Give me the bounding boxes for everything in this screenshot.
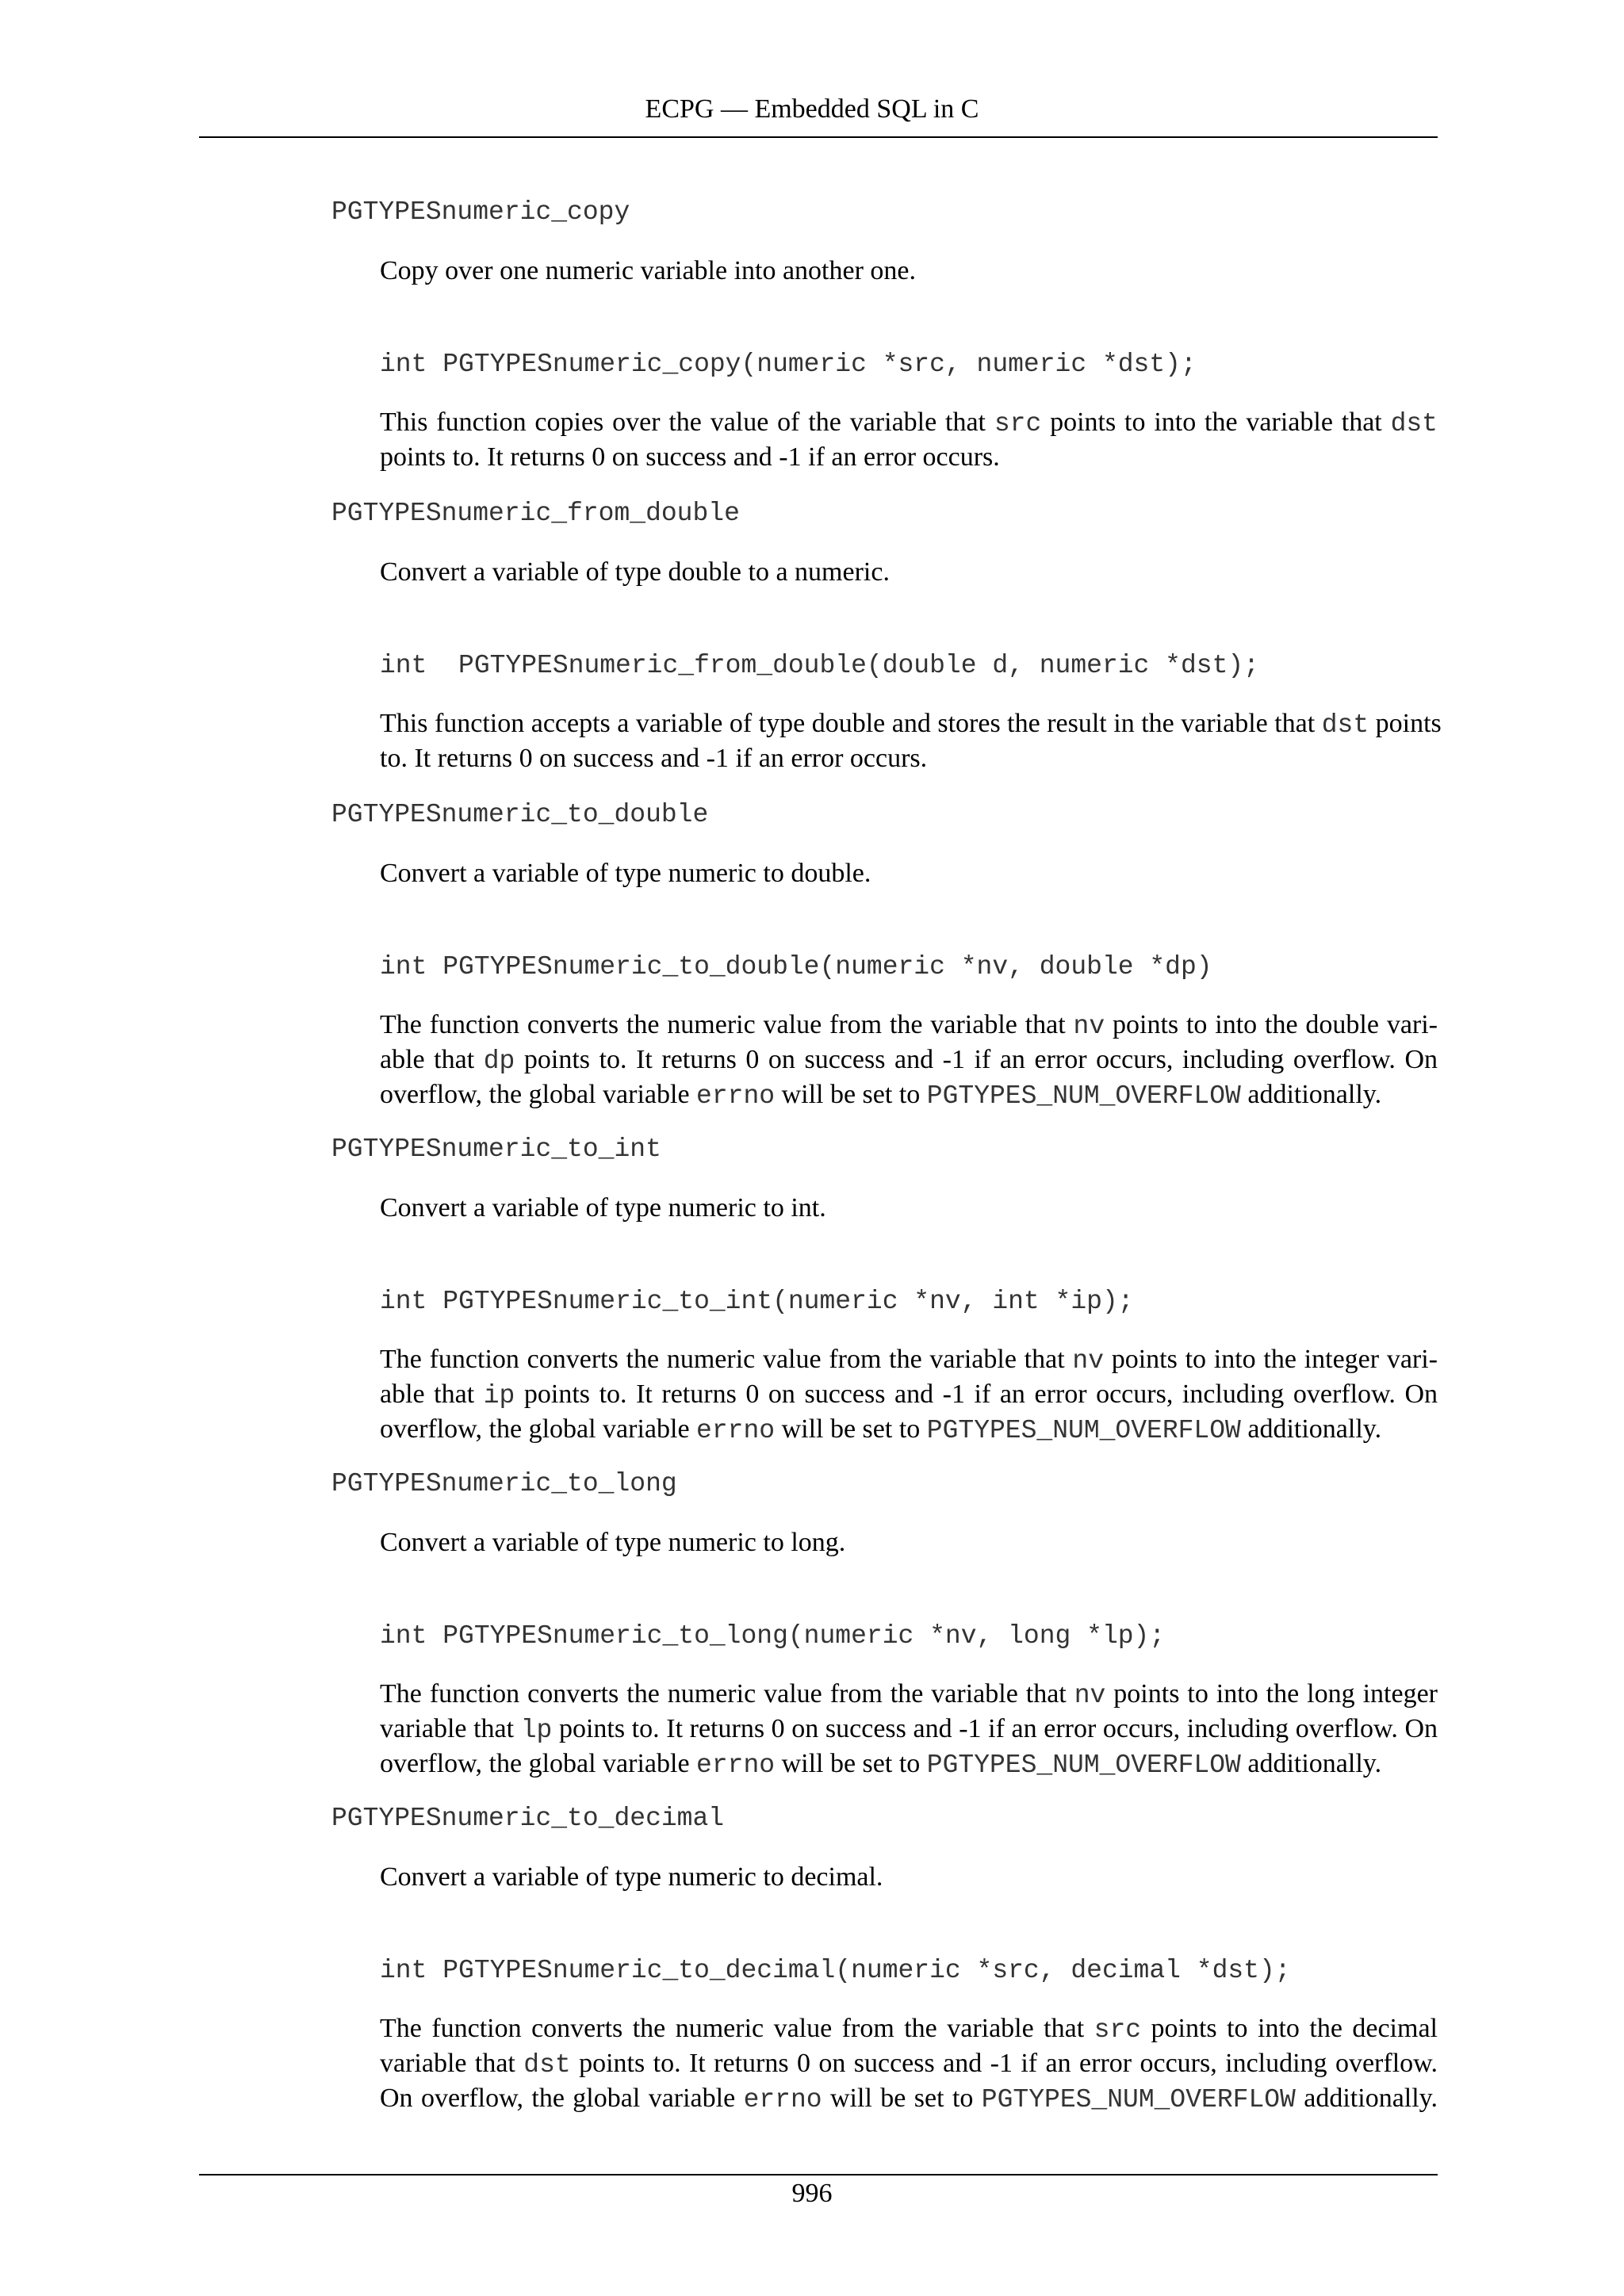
description-line: overflow, the global variable errno will be set to PGTYPES_NUM_OVERFLOW additionally.	[380, 1080, 1382, 1111]
description-line: overflow, the global variable errno will be set to PGTYPES_NUM_OVERFLOW additionally.	[380, 1414, 1382, 1445]
function-summary: Copy over one numeric variable into another one.	[380, 256, 916, 285]
function-term-numeric-from-double: PGTYPESnumeric_from_double	[331, 499, 740, 528]
function-description	[380, 2012, 1438, 2117]
running-header-title: ECPG — Embedded SQL in C	[645, 94, 979, 124]
function-synopsis: int PGTYPESnumeric_to_decimal(numeric *src, decimal *dst);	[380, 1956, 1291, 1985]
function-description	[380, 1343, 1438, 1448]
description-line: able that dp points to. It returns 0 on success and -1 if an error occurs, including overflow. On	[380, 1045, 1438, 1076]
function-synopsis: int PGTYPESnumeric_copy(numeric *src, numeric *dst);	[380, 350, 1197, 379]
description-line: This function accepts a variable of type double and stores the result in the variable that dst points	[380, 709, 1442, 740]
function-description	[380, 1008, 1438, 1113]
description-line: variable that dst points to. It returns 0 on success and -1 if an error occurs, including overflow.	[380, 2049, 1438, 2080]
function-synopsis: int PGTYPESnumeric_from_double(double d, numeric *dst);	[380, 651, 1259, 680]
function-term-numeric-to-int: PGTYPESnumeric_to_int	[331, 1135, 661, 1164]
function-term-numeric-copy: PGTYPESnumeric_copy	[331, 197, 630, 227]
description-line: able that ip points to. It returns 0 on success and -1 if an error occurs, including overflow. On	[380, 1380, 1438, 1410]
function-description	[380, 707, 1442, 775]
function-term-numeric-to-double: PGTYPESnumeric_to_double	[331, 800, 709, 829]
function-synopsis: int PGTYPESnumeric_to_int(numeric *nv, int *ip);	[380, 1287, 1134, 1316]
function-synopsis: int PGTYPESnumeric_to_double(numeric *nv, double *dp)	[380, 952, 1212, 982]
function-summary: Convert a variable of type numeric to long.	[380, 1528, 846, 1557]
function-summary: Convert a variable of type numeric to double.	[380, 859, 871, 888]
description-line: points to. It returns 0 on success and -1 if an error occurs.	[380, 442, 1000, 472]
function-summary: Convert a variable of type numeric to int.	[380, 1193, 826, 1223]
function-term-numeric-to-long: PGTYPESnumeric_to_long	[331, 1469, 677, 1498]
description-line: The function converts the numeric value from the variable that nv points to into the long integer	[380, 1679, 1438, 1710]
function-term-numeric-to-decimal: PGTYPESnumeric_to_decimal	[331, 1804, 725, 1833]
page-number: 996	[791, 2179, 833, 2208]
function-summary: Convert a variable of type double to a numeric.	[380, 557, 890, 587]
function-description	[380, 1678, 1438, 1782]
description-line: On overflow, the global variable errno will be set to PGTYPES_NUM_OVERFLOW additionally.	[380, 2084, 1438, 2114]
function-synopsis: int PGTYPESnumeric_to_long(numeric *nv, long *lp);	[380, 1621, 1166, 1651]
description-line: The function converts the numeric value from the variable that nv points to into the double vari-	[380, 1010, 1438, 1041]
description-line: overflow, the global variable errno will be set to PGTYPES_NUM_OVERFLOW additionally.	[380, 1749, 1382, 1780]
description-line: The function converts the numeric value from the variable that src points to into the decimal	[380, 2014, 1438, 2045]
description-line: to. It returns 0 on success and -1 if an error occurs.	[380, 744, 928, 773]
function-summary: Convert a variable of type numeric to decimal.	[380, 1862, 883, 1892]
header-rule	[199, 136, 1438, 138]
description-line: variable that lp points to. It returns 0 on success and -1 if an error occurs, including overflow. On	[380, 1714, 1438, 1745]
description-line: The function converts the numeric value from the variable that nv points to into the integer vari-	[380, 1345, 1438, 1376]
function-description	[380, 406, 1438, 474]
footer-rule	[199, 2174, 1438, 2175]
description-line: This function copies over the value of the variable that src points to into the variable that dst	[380, 408, 1438, 438]
